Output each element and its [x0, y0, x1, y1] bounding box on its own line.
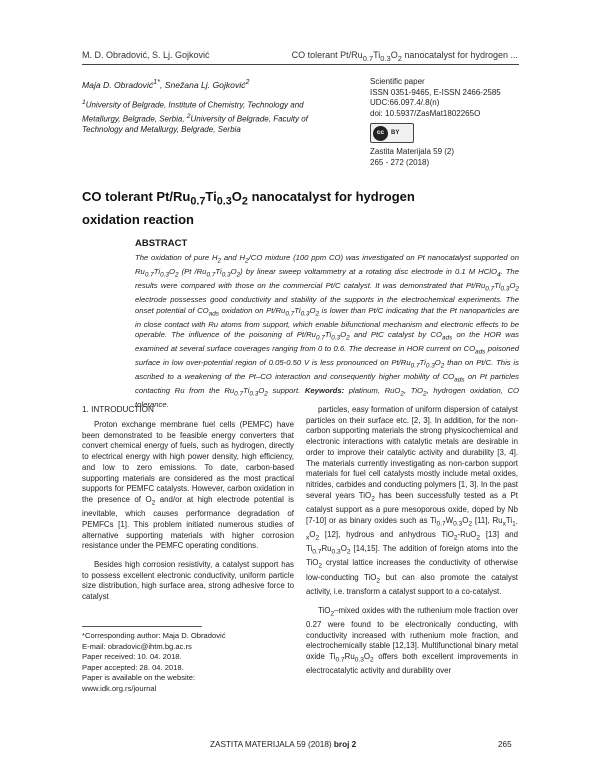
paper-accepted: Paper accepted: 28. 04. 2018. — [82, 662, 184, 672]
keywords-label: Keywords: — [304, 386, 345, 396]
page-footer-journal — [210, 740, 356, 749]
issn: ISSN 0351-9465, E-ISSN 2466-2585 — [370, 87, 501, 97]
footer-issue: broj 2 — [333, 740, 357, 749]
intro-paragraph-4: TiO$_2$–mixed oxides with the ruthenium mole fraction over 0.27 were found to be electronically conducting, with conductivity increased with ruthenium mole fraction, and electrochemically stable [12,13]. Multifunctional binary metal oxide $Ti_{0.7}Ru_{0.3}O_2$ offers both excellent improvements in electrocatalytic activity and durability over — [306, 605, 518, 676]
paper-type: Scientific paper — [370, 77, 425, 86]
running-header-title: CO tolerant $Pt/Ru_{0.7}Ti_{0.3}O_2$ nanocatalyst for hydrogen ... — [291, 50, 518, 63]
affiliations: $^1$University of Belgrade, Institute of Chemistry, Technology and Metallurgy, Belgrade, Serbia, $^2$University of Belgrade, Faculty of Technology and Metallurgy, Belgrade, Serbia — [82, 99, 308, 135]
udc: UDC:66.097.4/.8(n) — [370, 98, 440, 108]
corresponding-author: *Corresponding author: Maja D. Obradović — [82, 631, 226, 640]
doi[interactable]: doi: 10.5937/ZasMat1802265O — [370, 108, 481, 118]
intro-paragraph-1: Proton exchange membrane fuel cells (PEMFC) have been demonstrated to be feasible energy converters that convert chemical energy of fuels, such as hydrogen, directly to electrical energy with high power density, high efficiency, and low to zero emissions. To date, carbon-based supporting materials are considered as the most practical supports for PEMFC catalysts. However, carbon oxidation in the presence of $O_2$ and/or at high electrode potential is inevitable, which causes performance degradation of PEMFCs [1]. This problem initiated numerous studies of alternative supporting materials with higher corrosion resistance under the PEMFC operating conditions. — [82, 420, 294, 551]
footnote-rule — [82, 626, 202, 627]
intro-paragraph-3: particles, easy formation of uniform dispersion of catalyst particles on their surface etc. [2, 3]. In addition, for the non-carbon supporting materials the strong physicochemical and electronic interactions with catalytic metals are desirable in order to improve their catalytic activity and durability [3, 4]. The materials currently investigating as non-carbon support materials for fuel cell catalysts mostly include metal oxides, nitrides, carbides and conducting polymers [1, 3]. In the past several years TiO$_2$ has been successfully tested as a Pt catalyst support as a pure mesoporous oxide, doped by Nb [7-10] or as binary oxides such as $Ti_{0.7}W_{0.3}O_2$ [11], $Ru_xTi_{1-x}O_2$ [12], hydrous and anhydrous TiO$_2$-RuO$_2$ [13] and $Ti_{0.7}Ru_{0.3}O_2$ [14,15]. The addition of foreign atoms into the TiO$_2$ crystal lattice increases the conductivity of otherwise low-conducting TiO$_2$ but can also promote the catalyst activity, i.e. transform a catalyst support to a co-catalyst. — [306, 405, 518, 597]
cc-by-label: BY — [391, 130, 400, 137]
footnotes — [82, 631, 294, 694]
right-column — [306, 405, 518, 677]
author-email[interactable]: E-mail: obradovic@ihtm.bg.ac.rs — [82, 641, 192, 651]
journal-volume: Zastita Materijala 59 (2) — [370, 147, 455, 157]
journal-pages: 265 - 272 (2018) — [370, 157, 430, 167]
paper-available: Paper is available on the website: — [82, 673, 196, 682]
page-number: 265 — [498, 740, 512, 749]
abstract-text: The oxidation of pure $H_2$ and $H_2/CO$ mixture (100 ppm CO) was investigated on Pt nanocatalyst supported on $Ru_{0.7}Ti_{0.3}O_2$ (Pt $/Ru_{0.7}Ti_{0.3}O_2$) by linear sweep voltammetry at a rotating disc electrode in 0.1 M HClO$_4$. The results were compared with those on the commercial Pt/C catalyst. It was demonstrated that $Pt/Ru_{0.7}Ti_{0.3}O_2$ electrode possesses good conductivity and stability of the supports in the electrochemical experiments. The onset potential of $CO_{ads}$ oxidation on $Pt/Ru_{0.7}Ti_{0.3}O_2$ is lower than Pt/C indicating that the Pt nanoparticles are in close contact with Ru atoms from support, which enable bifunctional mechanism and electronic effects to be operable. The influence of the poisoning of $Pt/Ru_{0.7}Ti_{0.3}O_2$ and PtC catalyst by $CO_{ads}$ on the HOR was examined at several surface coverages ranging from 0 to 0.6. The decrease in HOR current on $CO_{ads}$ poisoned surface in low over-potential region of 0.05-0.50 V is less pronounced on $Pt/Ru_{0.7}Ti_{0.3}O_2$ than on Pt/C. This is ascribed to a weakening of the Pt–CO interaction and consequently higher mobility of $CO_{ads}$ on Pt particles contacting Ru from the $Ru_{0.7}Ti_{0.3}O_2$ support. — [135, 253, 519, 398]
cc-by-icon[interactable] — [370, 123, 414, 143]
section-heading-introduction: 1. INTRODUCTION — [82, 405, 154, 414]
journal-website[interactable]: www.idk.org.rs/journal — [82, 683, 157, 693]
abstract-body — [135, 253, 519, 411]
cc-logo-icon: cc — [373, 126, 388, 141]
left-column — [82, 420, 294, 603]
header-rule — [82, 64, 519, 65]
footer-journal-prefix: ZASTITA MATERIJALA 59 (2018) — [210, 740, 334, 749]
article-meta — [370, 77, 530, 169]
keywords: platinum, RuO$_2$, TiO$_2$, hydrogen oxidation, CO tolerance. — [135, 386, 520, 410]
authors: Maja D. Obradović$^{1*}$, Snežana Lj. Gojković$^2$ — [82, 78, 250, 90]
paper-received: Paper received: 10. 04. 2018. — [82, 652, 182, 661]
article-title: CO tolerant $Pt/Ru_{0.7}Ti_{0.3}O_2$ nanocatalyst for hydrogen oxidation reaction — [82, 189, 415, 227]
intro-paragraph-2: Besides high corrosion resistivity, a catalyst support has to possess excellent electronic conductivity, uniform particle size distribution, high surface area, strong adhesive force to catalyst — [82, 560, 294, 602]
abstract-heading: ABSTRACT — [135, 238, 188, 249]
running-header-authors: M. D. Obradović, S. Lj. Gojković — [82, 50, 210, 60]
